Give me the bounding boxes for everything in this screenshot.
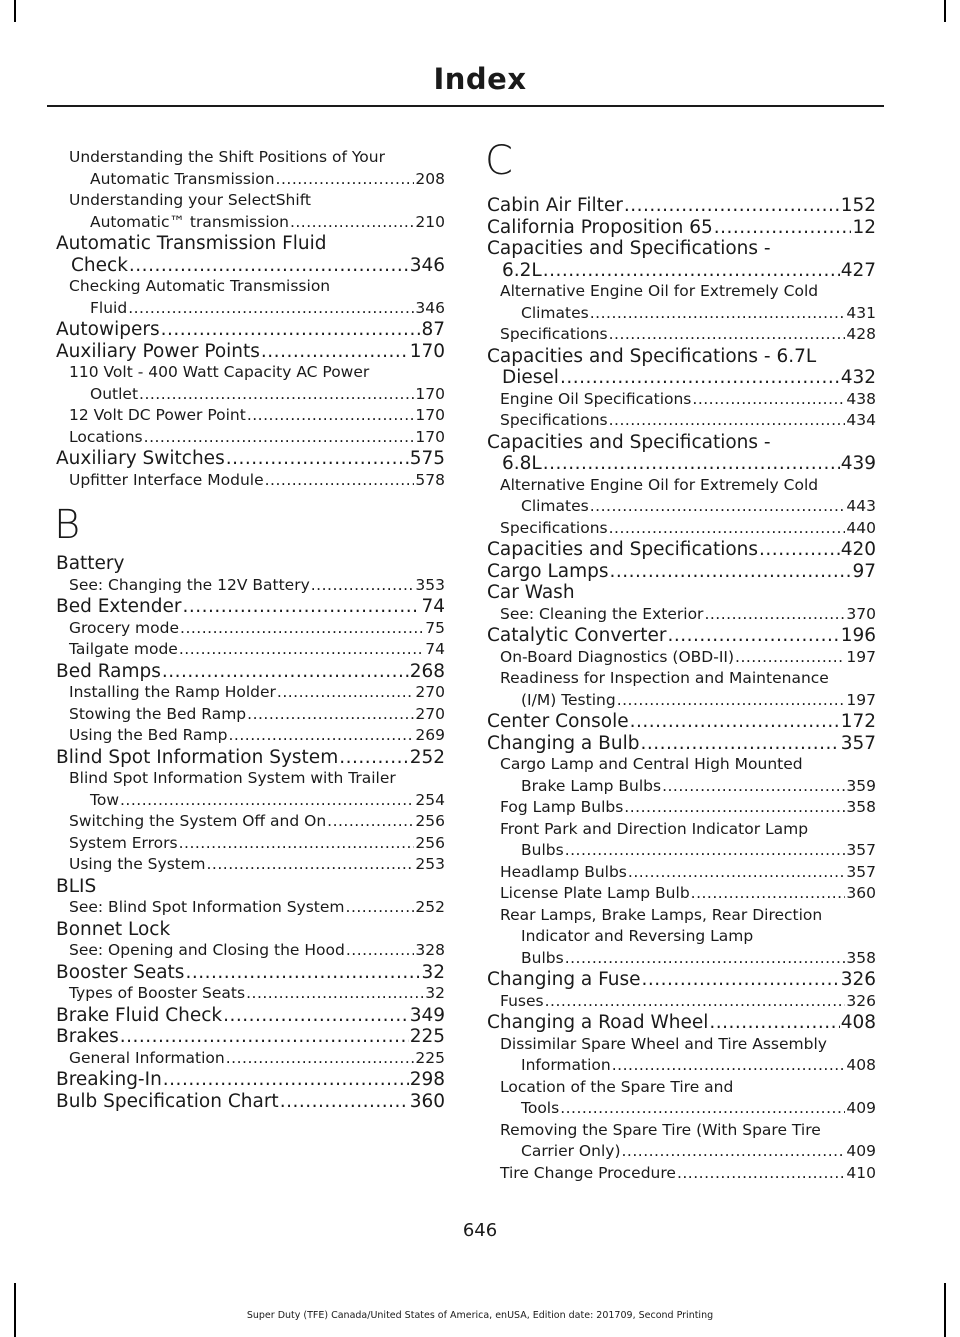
index-entry[interactable]: Dissimilar Spare Wheel and Tire Assembly Information ..... 408 bbox=[487, 1034, 876, 1077]
index-entry[interactable]: Changing a Road Wheel ..... 408 bbox=[487, 1012, 876, 1034]
index-entry[interactable]: Capacities and Specifications - 6.2L ..... 427 bbox=[487, 238, 876, 281]
index-entry[interactable]: Booster Seats ..... 32 bbox=[56, 962, 445, 984]
index-entry[interactable]: Blind Spot Information System with Trailer Tow ..... 254 bbox=[56, 768, 445, 811]
index-entry[interactable]: Types of Booster Seats ..... 32 bbox=[56, 983, 445, 1005]
index-entry[interactable]: Upfitter Interface Module ..... 578 bbox=[56, 470, 445, 492]
footer-text: Super Duty (TFE) Canada/United States of America, enUSA, Edition date: 201709, Second Printing bbox=[246, 1310, 714, 1321]
section-letter-b: B bbox=[54, 502, 81, 548]
section-letter-c: C bbox=[485, 138, 513, 184]
page-title: Index bbox=[433, 62, 527, 96]
index-entry[interactable]: Using the System ..... 253 bbox=[56, 854, 445, 876]
index-entry[interactable]: Headlamp Bulbs ..... 357 bbox=[487, 862, 876, 884]
index-entry[interactable]: Blind Spot Information System ..... 252 bbox=[56, 747, 445, 769]
index-entry[interactable]: Autowipers ..... 87 bbox=[56, 319, 445, 341]
header-rule bbox=[47, 105, 884, 107]
index-entry[interactable]: Automatic Transmission Fluid Check ..... 346 bbox=[56, 233, 445, 276]
index-heading: Car Wash bbox=[487, 582, 575, 603]
index-entry[interactable]: Alternative Engine Oil for Extremely Cold Climates ..... 443 bbox=[487, 475, 876, 518]
index-entry[interactable]: Switching the System Off and On ..... 256 bbox=[56, 811, 445, 833]
index-entry[interactable]: License Plate Lamp Bulb ..... 360 bbox=[487, 883, 876, 905]
index-entry[interactable]: Cabin Air Filter ..... 152 bbox=[487, 195, 876, 217]
index-entry[interactable]: Location of the Spare Tire and Tools ..... 409 bbox=[487, 1077, 876, 1120]
index-entry[interactable]: Cargo Lamps ..... 97 bbox=[487, 561, 876, 583]
index-entry[interactable]: See: Cleaning the Exterior ..... 370 bbox=[487, 604, 876, 626]
index-entry[interactable]: Stowing the Bed Ramp ..... 270 bbox=[56, 704, 445, 726]
index-entry[interactable]: Brakes ..... 225 bbox=[56, 1026, 445, 1048]
index-entry[interactable]: See: Changing the 12V Battery ..... 353 bbox=[56, 575, 445, 597]
index-entry[interactable]: See: Opening and Closing the Hood ..... 328 bbox=[56, 940, 445, 962]
index-entry[interactable]: Bed Extender ..... 74 bbox=[56, 596, 445, 618]
index-entry[interactable]: Cargo Lamp and Central High Mounted Brake Lamp Bulbs ..... 359 bbox=[487, 754, 876, 797]
index-entry[interactable]: Auxiliary Switches ..... 575 bbox=[56, 448, 445, 470]
index-entry[interactable]: Center Console ..... 172 bbox=[487, 711, 876, 733]
index-entry[interactable]: 110 Volt - 400 Watt Capacity AC Power Outlet ..... 170 bbox=[56, 362, 445, 405]
crop-mark-top-right bbox=[944, 0, 946, 22]
index-entry[interactable]: Breaking-In ..... 298 bbox=[56, 1069, 445, 1091]
index-entry[interactable]: Tailgate mode ..... 74 bbox=[56, 639, 445, 661]
index-entry[interactable]: Changing a Bulb ..... 357 bbox=[487, 733, 876, 755]
index-entry[interactable]: Alternative Engine Oil for Extremely Cold Climates ..... 431 bbox=[487, 281, 876, 324]
index-entry[interactable]: Understanding your SelectShift Automatic™ transmission ..... 210 bbox=[56, 190, 445, 233]
index-heading: Bonnet Lock bbox=[56, 918, 171, 940]
index-heading: Battery bbox=[56, 553, 125, 574]
index-entry[interactable]: Using the Bed Ramp ..... 269 bbox=[56, 725, 445, 747]
index-heading: BLIS bbox=[56, 875, 97, 897]
index-entry[interactable]: Fog Lamp Bulbs ..... 358 bbox=[487, 797, 876, 819]
index-entry[interactable]: General Information ..... 225 bbox=[56, 1048, 445, 1070]
index-entry[interactable]: Engine Oil Specifications ..... 438 bbox=[487, 389, 876, 411]
index-entry[interactable]: Specifications ..... 434 bbox=[487, 410, 876, 432]
index-entry[interactable]: Removing the Spare Tire (With Spare Tire Carrier Only) ..... 409 bbox=[487, 1120, 876, 1163]
index-entry[interactable]: Bulb Specification Chart ..... 360 bbox=[56, 1091, 445, 1113]
index-entry[interactable]: Fuses ..... 326 bbox=[487, 991, 876, 1013]
index-entry[interactable]: Front Park and Direction Indicator Lamp Bulbs ..... 357 bbox=[487, 819, 876, 862]
index-column-left bbox=[56, 147, 445, 1112]
index-entry[interactable]: Bed Ramps ..... 268 bbox=[56, 661, 445, 683]
index-entry[interactable]: Grocery mode ..... 75 bbox=[56, 618, 445, 640]
index-entry[interactable]: On-Board Diagnostics (OBD-II) ..... 197 bbox=[487, 647, 876, 669]
index-entry[interactable]: Capacities and Specifications ..... 420 bbox=[487, 539, 876, 561]
index-entry[interactable]: Capacities and Specifications - 6.8L ..... 439 bbox=[487, 432, 876, 475]
index-column-right bbox=[485, 138, 876, 1184]
crop-mark-top-left bbox=[14, 0, 16, 22]
index-entry[interactable]: Specifications ..... 428 bbox=[487, 324, 876, 346]
index-entry[interactable]: Checking Automatic Transmission Fluid ..... 346 bbox=[56, 276, 445, 319]
index-entry[interactable]: Brake Fluid Check ..... 349 bbox=[56, 1005, 445, 1027]
page-number: 646 bbox=[462, 1220, 498, 1241]
index-entry[interactable]: Installing the Ramp Holder ..... 270 bbox=[56, 682, 445, 704]
index-entry[interactable]: Specifications ..... 440 bbox=[487, 518, 876, 540]
index-entry[interactable]: System Errors ..... 256 bbox=[56, 833, 445, 855]
index-entry[interactable]: Capacities and Specifications - 6.7L Diesel ..... 432 bbox=[487, 346, 876, 389]
index-entry[interactable]: Changing a Fuse ..... 326 bbox=[487, 969, 876, 991]
index-entry[interactable]: Readiness for Inspection and Maintenance (I/M) Testing ..... 197 bbox=[487, 668, 876, 711]
index-entry[interactable]: Catalytic Converter ..... 196 bbox=[487, 625, 876, 647]
index-entry[interactable]: 12 Volt DC Power Point ..... 170 bbox=[56, 405, 445, 427]
index-entry[interactable]: Understanding the Shift Positions of Your Automatic Transmission ..... 208 bbox=[56, 147, 445, 190]
index-entry[interactable]: Rear Lamps, Brake Lamps, Rear Direction Indicator and Reversing Lamp Bulbs ..... 358 bbox=[487, 905, 876, 970]
index-entry[interactable]: Locations ..... 170 bbox=[56, 427, 445, 449]
index-entry[interactable]: Auxiliary Power Points ..... 170 bbox=[56, 341, 445, 363]
index-entry[interactable]: California Proposition 65 ..... 12 bbox=[487, 217, 876, 239]
index-entry[interactable]: See: Blind Spot Information System ..... 252 bbox=[56, 897, 445, 919]
index-entry[interactable]: Tire Change Procedure ..... 410 bbox=[487, 1163, 876, 1185]
